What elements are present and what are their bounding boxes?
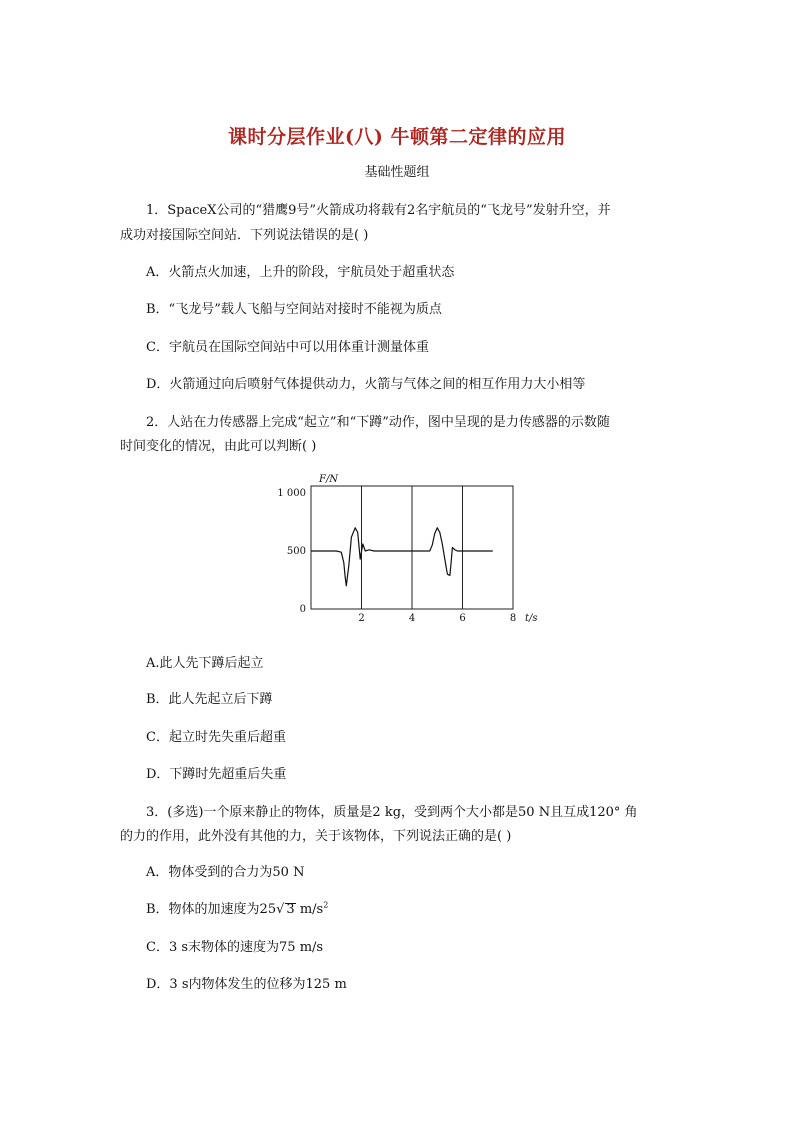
sqrt-radicand: 3: [286, 902, 295, 917]
q3-option-b-text: B．物体的加速度为25: [146, 902, 277, 917]
q2-stem-line2: 时间变化的情况，由此可以判断( ): [120, 439, 317, 454]
section-heading: 基础性题组: [364, 165, 430, 180]
q2-option-b: B．此人先起立后下蹲: [146, 692, 273, 707]
page-title: 课时分层作业(八) 牛顿第二定律的应用: [227, 126, 567, 148]
x-tick-label: 2: [358, 613, 365, 624]
q3-option-d: D．3 s内物体发生的位移为125 m: [146, 977, 347, 992]
y-tick-label: 1 000: [277, 488, 306, 499]
y-axis-label: F/N: [319, 474, 339, 485]
q2-option-a: A.此人先下蹲后起立: [146, 656, 264, 671]
x-tick-label: 8: [509, 613, 517, 624]
q2-option-d: D．下蹲时先超重后失重: [146, 767, 287, 782]
q1-option-b: B．“飞龙号”载人飞船与空间站对接时不能视为质点: [146, 302, 442, 317]
q3-option-c: C．3 s末物体的速度为75 m/s: [146, 940, 324, 955]
q3-option-b: [146, 898, 328, 917]
y-tick-label: 500: [286, 546, 306, 557]
x-tick-label: 6: [459, 613, 466, 624]
q1-option-a: A．火箭点火加速，上升的阶段，宇航员处于超重状态: [146, 265, 455, 280]
q2-stem-line1: 2．人站在力传感器上完成“起立”和“下蹲”动作，图中呈现的是力传感器的示数随: [146, 415, 610, 430]
q3-option-b-unit: m/s: [295, 902, 324, 917]
q3-option-b-exponent: 2: [323, 900, 329, 910]
q1-option-d: D．火箭通过向后喷射气体提供动力，火箭与气体之间的相互作用力大小相等: [146, 377, 586, 392]
sqrt-icon: √: [276, 902, 285, 917]
x-tick-label: 4: [408, 613, 416, 624]
force-time-chart: [277, 470, 552, 630]
q3-stem-line1: 3．(多选)一个原来静止的物体，质量是2 kg，受到两个大小都是50 N且互成120° 角: [146, 805, 638, 820]
q3-option-a: A．物体受到的合力为50 N: [146, 865, 305, 880]
x-axis-label: t/s: [525, 613, 538, 624]
q1-stem-line2: 成功对接国际空间站．下列说法错误的是( ): [120, 228, 369, 243]
series-line: [311, 528, 493, 586]
q1-stem-line1: 1．SpaceX公司的“猎鹰9号”火箭成功将载有2名宇航员的“飞龙号”发射升空，并: [146, 203, 611, 218]
y-tick-label: 0: [299, 604, 306, 615]
q1-option-c: C．宇航员在国际空间站中可以用体重计测量体重: [146, 340, 429, 355]
q3-stem-line2: 的力的作用，此外没有其他的力，关于该物体，下列说法正确的是( ): [120, 829, 512, 844]
q2-option-c: C．起立时先失重后超重: [146, 730, 286, 745]
